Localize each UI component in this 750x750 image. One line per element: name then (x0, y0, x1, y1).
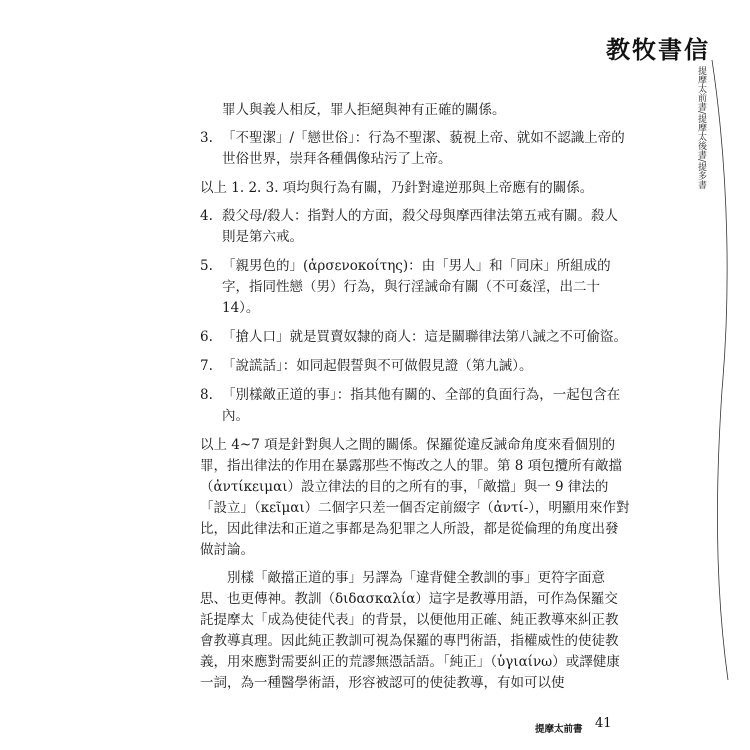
summary-paragraph: 以上 1. 2. 3. 項均與行為有關，乃針對違逆那與上帝應有的關係。 (200, 180, 594, 196)
series-subtitle: 提摩太前書/提摩太後書/提多書 (696, 66, 706, 190)
item-number: 3. (200, 130, 213, 146)
item-text: 「親男色的」(ἀρσενοκοίτης)：由「男人」和「同床」所組成的字，指同性戀（男）行為，與行淫誡命有關（不可姦淫，出二十 14）。 (222, 258, 611, 316)
item-number: 7. (200, 358, 213, 374)
item-text: 「說謊話」：如同起假誓與不可做假見證（第九誡）。 (222, 358, 533, 374)
item-text: 殺父母/殺人：指對人的方面，殺父母與摩西律法第五戒有關。殺人則是第六戒。 (222, 208, 619, 245)
lead-paragraph: 罪人與義人相反，罪人拒絕與神有正確的關係。 (222, 102, 506, 118)
item-text: 「別樣敵正道的事」：指其他有關的、全部的負面行為，一起包含在內。 (222, 387, 621, 424)
list-item (200, 356, 630, 377)
analysis-paragraph: 以上 4~7 項是針對與人之間的關係。保羅從違反誡命角度來看個別的罪，指出律法的作用在暴露那些不悔改之人的罪。第 8 項包攬所有敵擋（ἀντίκειμαι）設立律法的目的之所有的事，「敵擋」與一 9 律法的「設立」（κεῖμαι）二個字只差一個否定前綴字（ἀντί-），明顯用來作對比，因此律法和正道之事都是為犯罪之人所設，都是從倫理的角度出發做討論。 (200, 437, 630, 558)
list-item (200, 385, 630, 427)
item-number: 6. (200, 329, 213, 345)
list-item (200, 206, 630, 248)
final-paragraph: 別樣「敵擋正道的事」另譯為「違背健全教訓的事」更符字面意思、也更傳神。教訓（διδασκαλία）這字是教導用語，可作為保羅交託提摩太「成為使徒代表」的背景，以便他用正確、純正教導來糾正教會教導真理。因此純正教訓可視為保羅的專門術語，指權威性的使徒教義，用來應對需要糾正的荒謬無憑話語。「純正」（ὑγιαίνω）或譯健康一詞，為一種醫學術語，形容被認可的使徒教導，有如可以使 (200, 570, 620, 691)
list-item (200, 256, 630, 319)
list-item (200, 327, 630, 348)
decorative-curve-icon (708, 60, 736, 680)
item-number: 8. (200, 387, 213, 403)
list-item (200, 128, 630, 170)
item-text: 「不聖潔」/「戀世俗」：行為不聖潔、藐視上帝、就如不認識上帝的世俗世界，崇拜各種偶像玷污了上帝。 (222, 130, 625, 167)
item-number: 4. (200, 208, 213, 224)
main-text (200, 100, 630, 701)
item-number: 5. (200, 258, 213, 274)
item-text: 「搶人口」就是買賣奴隸的商人：這是關聯律法第八誡之不可偷盜。 (222, 329, 627, 345)
footer-book-name: 提摩太前書 (535, 724, 583, 735)
series-title: 教牧書信 (606, 35, 710, 64)
page-number: 41 (595, 716, 612, 731)
